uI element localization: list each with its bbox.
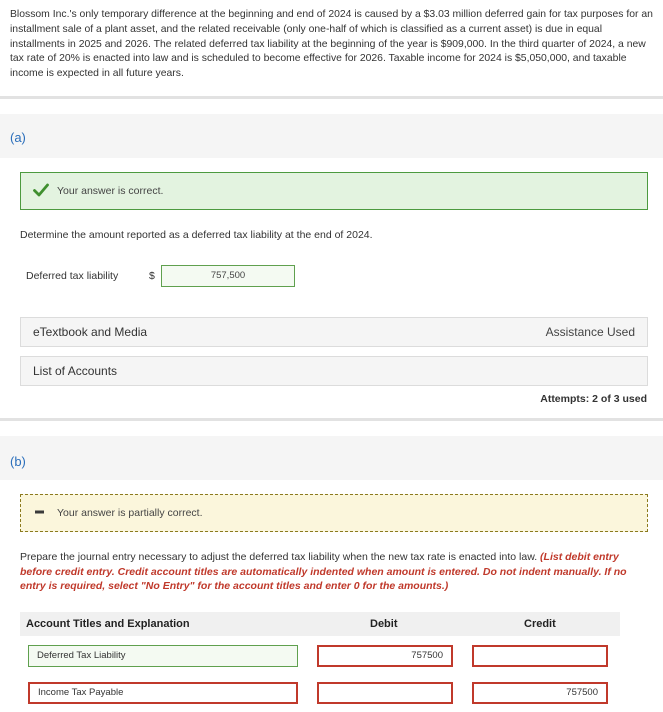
credit-column-header: Credit: [524, 618, 556, 630]
part-a-header: [0, 114, 663, 158]
debit-column-header: Debit: [370, 618, 398, 630]
etextbook-media-bar[interactable]: [20, 317, 648, 347]
checkmark-icon: [33, 183, 49, 202]
part-b-label: (b): [10, 454, 26, 469]
debit-input[interactable]: 757500: [317, 645, 453, 667]
part-a-instruction: Determine the amount reported as a deferred tax liability at the end of 2024.: [20, 229, 373, 241]
part-b-instruction: [20, 550, 650, 594]
divider: [0, 418, 663, 421]
part-a-label: (a): [10, 130, 26, 145]
deferred-tax-liability-label: Deferred tax liability: [26, 270, 119, 282]
partial-answer-banner: [20, 494, 648, 532]
assistance-used-label: Assistance Used: [545, 325, 635, 339]
account-title-input[interactable]: Income Tax Payable: [28, 682, 298, 704]
attempts-counter: Attempts: 2 of 3 used: [540, 393, 647, 405]
journal-table-header: [20, 612, 620, 636]
etextbook-label: eTextbook and Media: [33, 325, 148, 339]
part-b-header: [0, 436, 663, 480]
minus-icon: [33, 505, 49, 524]
instruction-note: (List debit entry before credit entry. Credit account titles are automatically indented when amount is entered. Do not indent manually. If no entry is required, select "No Entry" for the account titles and enter 0 for the amounts.): [20, 551, 627, 592]
divider: [0, 96, 663, 99]
status-text: Your answer is partially correct.: [57, 507, 203, 519]
deferred-tax-liability-input[interactable]: 757,500: [161, 265, 295, 287]
instruction-text: Prepare the journal entry necessary to adjust the deferred tax liability when the new tax rate is enacted into law.: [20, 551, 538, 563]
account-title-input[interactable]: Deferred Tax Liability: [28, 645, 298, 667]
correct-answer-banner: [20, 172, 648, 210]
currency-symbol: $: [149, 270, 155, 282]
account-column-header: Account Titles and Explanation: [26, 618, 190, 630]
list-of-accounts-label: List of Accounts: [33, 364, 118, 378]
list-of-accounts-bar[interactable]: [20, 356, 648, 386]
status-text: Your answer is correct.: [57, 185, 164, 197]
credit-input[interactable]: [472, 645, 608, 667]
credit-input[interactable]: 757500: [472, 682, 608, 704]
problem-statement: Blossom Inc.'s only temporary difference at the beginning and end of 2024 is caused by a $3.03 million deferred gain for tax purposes for an installment sale of a plant asset, and the related receivable (only one-half of which is classified as a current asset) is due in equal installments in 2025 and 2026. The related deferred tax liability at the beginning of the year is $909,000. In the third quarter of 2024, a new tax rate of 20% is enacted into law and is scheduled to become effective for 2026. Taxable income for 2024 is $5,050,000, and taxable income is expected in all future years.: [10, 9, 653, 80]
debit-input[interactable]: [317, 682, 453, 704]
